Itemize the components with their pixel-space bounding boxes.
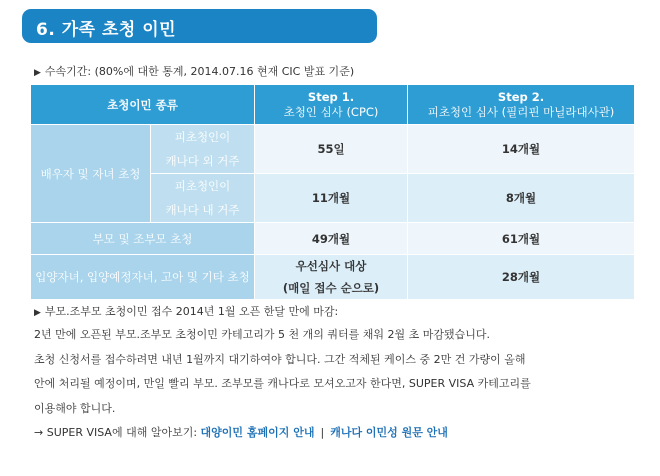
table-header-row	[31, 85, 635, 125]
processing-time-table	[30, 84, 635, 300]
table-row	[31, 255, 635, 300]
header-step1	[255, 85, 408, 125]
section-title: 6. 가족 초청 이민	[36, 20, 177, 40]
group-adoption-other: 입양자녀, 입양예정자녀, 고아 및 기타 초청	[31, 255, 255, 300]
subgroup-line: 피초청인이	[174, 179, 231, 193]
subgroup-outside-canada	[151, 125, 255, 174]
step1-line: 우선심사 대상	[295, 259, 367, 273]
step1-value: 11개월	[255, 174, 408, 223]
notes-section	[34, 301, 634, 446]
link-separator: |	[320, 426, 325, 439]
subgroup-line: 캐나다 내 거주	[165, 203, 240, 217]
notes-heading	[34, 301, 634, 323]
step2-subtitle: 피초청인 심사 (필리핀 마닐라대사관)	[427, 104, 615, 119]
subgroup-line: 피초청인이	[174, 130, 231, 144]
daeyang-homepage-link[interactable]: 대양이민 홈페이지 안내	[200, 426, 315, 439]
cic-original-link[interactable]: 캐나다 이민성 원문 안내	[330, 426, 448, 439]
notes-line: 안에 처리될 예정이며, 만일 빨리 부모. 조부모를 캐나다로 모셔오고자 한다면, SUPER VISA 카테고리를	[34, 377, 531, 390]
table-row	[31, 223, 635, 255]
step1-value: 49개월	[255, 223, 408, 255]
notes-line: 초청 신청서를 접수하려면 내년 1월까지 대기하여야 합니다. 그간 적체된 케이스 중 2만 건 가량이 올해	[34, 352, 526, 366]
section-title-bar	[22, 9, 377, 43]
step1-title: Step 1.	[307, 89, 355, 104]
more-info-line	[34, 421, 634, 446]
header-step2	[408, 85, 635, 125]
notes-line: 2년 만에 오픈된 부모.조부모 초청이민 카테고리가 5 천 개의 쿼터를 채워 2월 초 마감됐습니다.	[34, 328, 490, 341]
table-row	[31, 125, 635, 174]
step1-subtitle: 초청인 심사 (CPC)	[283, 104, 379, 119]
group-parents-grandparents: 부모 및 조부모 초청	[31, 223, 255, 255]
triangle-bullet-icon: ▶	[34, 308, 41, 318]
processing-time-note	[34, 63, 354, 79]
header-type: 초청이민 종류	[31, 85, 255, 125]
more-info-prefix: → SUPER VISA에 대해 알아보기:	[34, 426, 198, 439]
step2-value: 14개월	[408, 125, 635, 174]
processing-time-text: 수속기간: (80%에 대한 통계, 2014.07.16 현재 CIC 발표 기준)	[44, 65, 355, 78]
step1-value: 55일	[255, 125, 408, 174]
step2-value: 8개월	[408, 174, 635, 223]
notes-heading-text: 부모.조부모 초청이민 접수 2014년 1월 오픈 한달 만에 마감:	[44, 305, 339, 318]
subgroup-inside-canada	[151, 174, 255, 223]
group-spouse-children: 배우자 및 자녀 초청	[31, 125, 151, 223]
step2-value: 61개월	[408, 223, 635, 255]
step1-value	[255, 255, 408, 300]
subgroup-line: 캐나다 외 거주	[165, 154, 240, 168]
step2-title: Step 2.	[497, 89, 545, 104]
step1-line: (매일 접수 순으로)	[282, 281, 380, 295]
triangle-bullet-icon: ▶	[34, 68, 41, 78]
step2-value: 28개월	[408, 255, 635, 300]
notes-line: 이용해야 합니다.	[34, 401, 116, 415]
